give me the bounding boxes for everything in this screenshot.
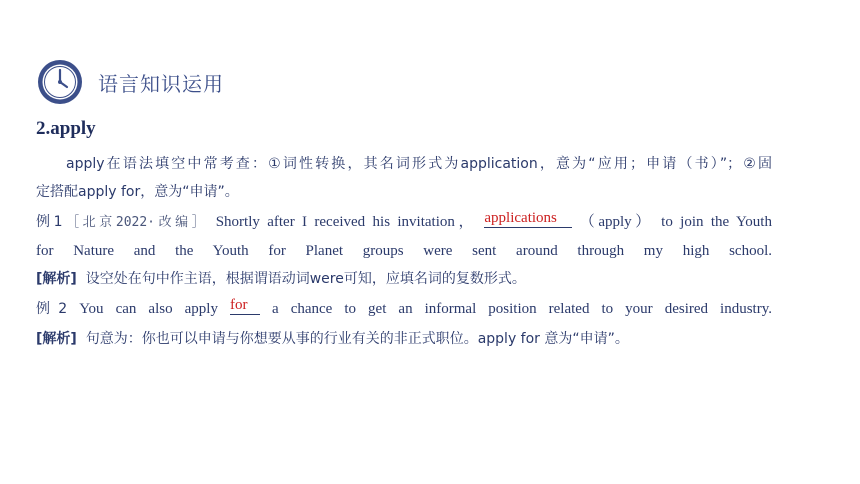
example-2-text-before: You can also apply	[79, 301, 218, 317]
example-1-line-2: for Nature and the Youth for Planet groups were sent around through my high school.	[36, 243, 772, 259]
example-2-answer: for	[230, 296, 260, 315]
example-1-line-1	[36, 208, 772, 237]
analysis-2-tag: [解析]	[36, 331, 77, 347]
intro-line-2: 定搭配apply for，意为“申请”。	[36, 184, 239, 200]
analysis-2	[36, 325, 772, 353]
example-2-label: 例2	[36, 301, 68, 317]
analysis-1-text: 设空处在句中作主语，根据谓语动词were可知，应填名词的复数形式。	[85, 271, 526, 287]
analysis-1-tag: [解析]	[36, 271, 77, 287]
example-1-answer: applications	[484, 209, 572, 228]
intro-line-1: apply在语法填空中常考查：①词性转换，其名词形式为application，意为“应用；申请（书）”；②固	[66, 156, 772, 172]
example-1-label: 例1	[36, 214, 63, 230]
section-title: 语言知识运用	[98, 71, 224, 96]
example-1-source: ［北京2022·改编］	[62, 215, 209, 230]
example-2	[36, 295, 772, 323]
example-2-text-after: a chance to get an informal position related to your desired industry.	[272, 301, 772, 317]
analysis-1	[36, 265, 772, 293]
example-1-text-after: （apply） to join the Youth	[579, 214, 772, 230]
example-1-text-before: Shortly after I received his invitation，	[215, 214, 478, 230]
topic-heading: 2.apply	[36, 118, 96, 139]
section-header	[37, 58, 224, 106]
analysis-2-text: 句意为：你也可以申请与你想要从事的行业有关的非正式职位。apply for 意为“申请”。	[85, 331, 629, 347]
clock-icon	[37, 59, 83, 105]
